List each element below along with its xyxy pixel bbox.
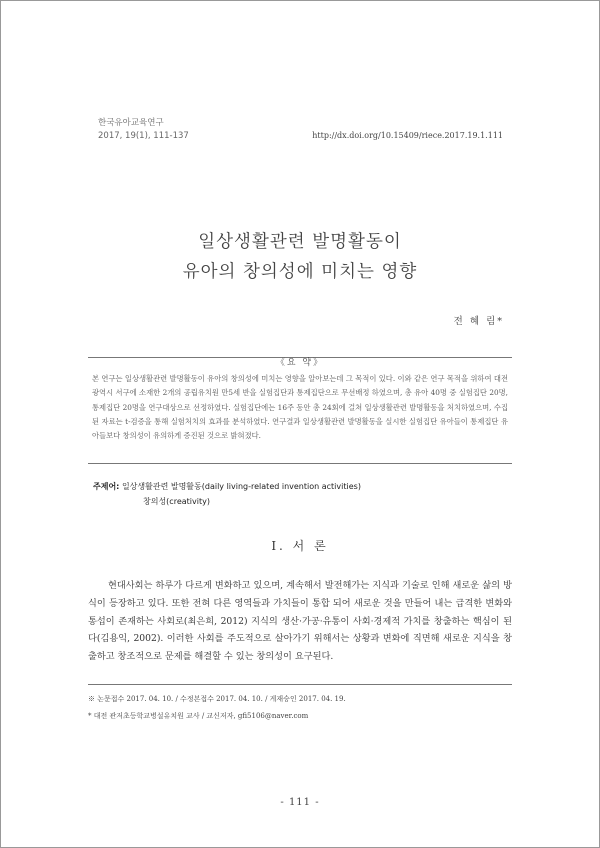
- keyword-1: 일상생활관련 발명활동(daily living-related invention activities): [121, 482, 361, 491]
- section-heading: Ⅰ. 서 론: [271, 539, 329, 553]
- page-number: - 111 -: [280, 797, 320, 808]
- abstract-heading: [0, 350, 600, 369]
- doi-link[interactable]: http://dx.doi.org/10.15409/riece.2017.19.1.111: [312, 131, 503, 140]
- body-text: [88, 577, 512, 666]
- footnote-dates: ※ 논문접수 2017. 04. 10. / 수정본접수 2017. 04. 10. / 게재승인 2017. 04. 19.: [88, 695, 346, 703]
- journal-name: 한국유아교육연구: [98, 118, 164, 128]
- keywords: [93, 479, 361, 509]
- abstract-bottom-rule: [88, 463, 512, 464]
- author: 전 혜 림*: [453, 316, 504, 327]
- keywords-label: 주제어:: [93, 482, 120, 491]
- footnote-rule: [88, 684, 512, 685]
- body-paragraph: 현대사회는 하루가 다르게 변화하고 있으며, 계속해서 발전해가는 지식과 기술로 인해 새로운 삶의 방식이 등장하고 있다. 또한 전혀 다른 영역들과 가치들이 통합 되어 새로운 것을 만들어 내는 급격한 변화와 통섭이 존재하는 사회로(최은희, 2012) 지식의 생산·가공·유통이 사회·경제적 가치를 창출하는 핵심이 된다(김용익, 2002). 이러한 사회를 주도적으로 살아가기 위해서는 상황과 변화에 직면해 새로운 지식을 창출하고 창조적으로 문제를 해결할 수 있는 창의성이 요구된다.: [88, 580, 512, 663]
- title-line-1: 일상생활관련 발명활동이: [198, 232, 402, 252]
- journal-info: [98, 117, 189, 143]
- abstract-heading-text: 《요 약》: [270, 358, 330, 368]
- journal-volume: 2017, 19(1), 111-137: [98, 131, 189, 141]
- keyword-2: 창의성(creativity): [143, 497, 210, 506]
- title-line-2: 유아의 창의성에 미치는 영향: [182, 262, 418, 282]
- footnote-author: * 대전 관저초등학교병설유치원 교사 / 교신저자, gfi5106@naver.com: [88, 712, 309, 720]
- abstract-text: 본 연구는 일상생활관련 발명활동이 유아의 창의성에 미치는 영향을 알아보는데 그 목적이 있다. 이와 같은 연구 목적을 위하여 대전광역시 서구에 소재한 2개의 공립유치원 만5세 반을 실험집단과 통제집단으로 무선배정 하였으며, 총 유아 40명 중 실험집단 20명, 통제집단 20명을 연구대상으로 선정하였다. 실험집단에는 16주 동안 총 24회에 걸쳐 일상생활관련 발명활동을 처치하였으며, 수집된 자료는 t-검증을 통해 실험처치의 효과를 분석하였다. 연구결과 일상생활관련 발명활동을 실시한 실험집단 유아들이 통제집단 유아들보다 창의성이 유의하게 증진된 것으로 밝혀졌다.: [92, 374, 508, 441]
